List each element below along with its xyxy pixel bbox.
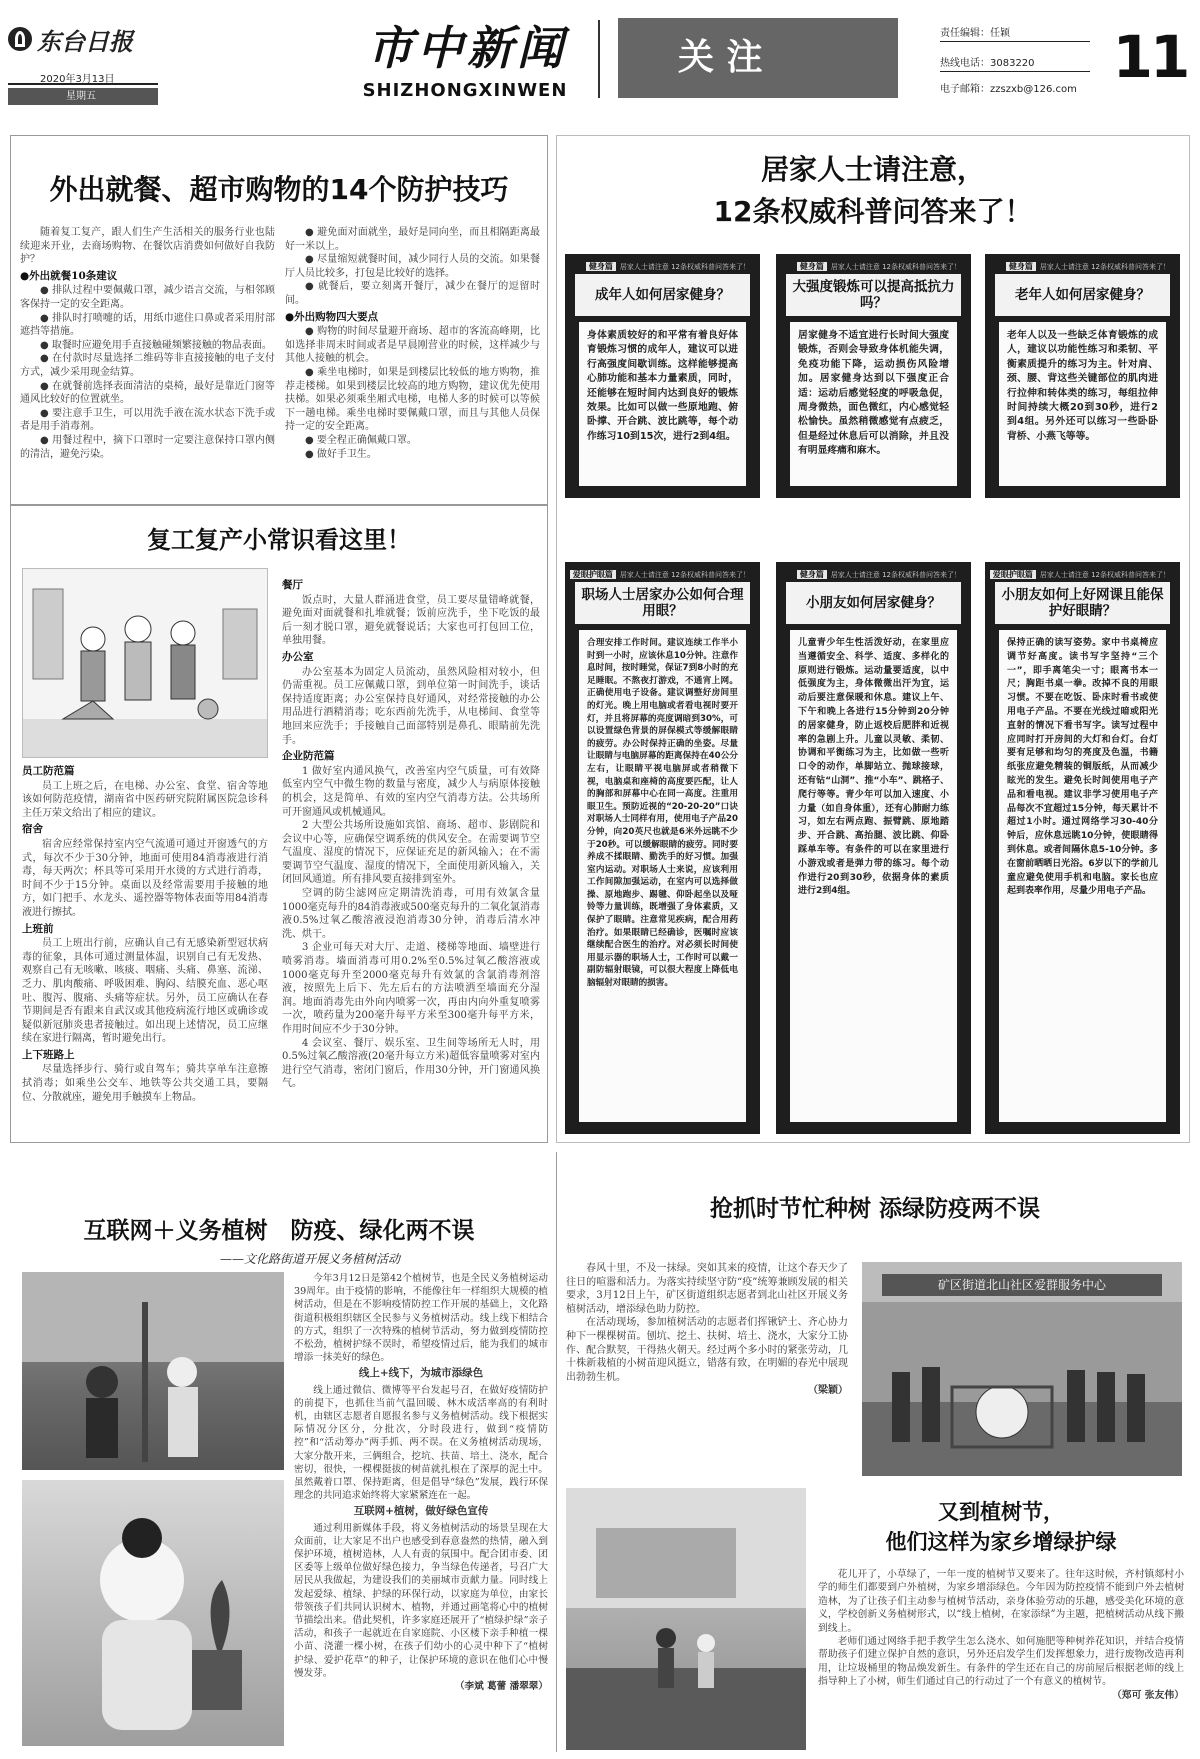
- article5-p2: 老师们通过网络手把手教学生怎么浇水、如何施肥等种树养花知识，并结合疫情帮助孩子们建立保护自然的意识，另外还启发学生们发挥想象力，进行废物改造再利用，让垃圾桶里的物品焕发新生。有条件的学生还在自己的房前屋后根据老师的线上指导种上了小树，师生们通过自己的行动过了一个有意义的植树节。: [818, 1636, 1184, 1688]
- commute-heading: 上班前: [22, 922, 54, 935]
- editor-line: 责任编辑：任颖: [940, 24, 1090, 42]
- article4-title: 抢抓时节忙种树 添绿防疫两不误: [709, 1196, 1040, 1222]
- qa-card-body: 老年人以及一些缺乏体育锻炼的成人，建议以功能性练习和柔韧、平衡素质提升的练习为主。针对肩、颈、腰、背这些关键部位的肌肉进行拉伸和转体类的练习，每组拉伸时间持续大概20到30秒，进行2到4组。另外还可以练习一些卧卧背桥、小燕飞等等。: [999, 322, 1166, 486]
- article2-col1: [22, 762, 268, 1138]
- article3-p3: 通过利用新媒体手段，将义务植树活动的场景呈现在大众面前，让大家足不出户也感受到春意盎然的热情，融入到保护环境，植树造林，人人有责的氛围中。配合团市委、团区委等上级单位做好绿色接力，争当绿色传递者，号召广大居民从我做起，为建设我们的美丽城市贡献力量。同时线上发起爱绿、植绿、护绿的环保行动，以家庭为单位，由家长带领孩子们共同认识树木、植物，并通过画笔将心中的植树节描绘出来。借此契机，许多家庭还展开了“植绿护绿”亲子活动，和孩子一起就近在自家庭院、小区楼下亲手种植一棵小苗、浇灌一棵小树，在孩子们幼小的心灵中种下了“植树护绿、爱护花草”的种子，让保护环境的意识在他们心中慢慢发芽。: [294, 1522, 548, 1679]
- article1-col1-p1: ● 排队时打喷嚏的话，用纸巾遮住口鼻或者采用肘部遮挡等措施。: [20, 312, 275, 338]
- article1-col2-p4: ● 乘坐电梯时，如果是到楼层比较低的地方购物，推荐走楼梯。如果到楼层比较高的地方购物，建议优先使用扶梯。如果必须乘坐厢式电梯，电梯人多的时候可以等候下一趟电梯。乘坐电梯时要佩戴口罩，而且与其他人员保持一定的安全距离。: [285, 366, 540, 433]
- company-text-5: 4 会议室、餐厅、娱乐室、卫生间等场所无人时，用0.5%过氧乙酸溶液(20毫升每立方米)超低容量喷雾对室内进行空气消毒，密闭门窗后，作用30分钟，开门窗通风换气。: [282, 1037, 540, 1090]
- article5-p1: 花儿开了，小草绿了，一年一度的植树节又要来了。往年这时候，齐村镇郯村小学的师生们都要到户外植树，为家乡增添绿色。今年因为防控疫情不能到户外去植树造林，为了让孩子们主动参与植树节活动，亲身体验劳动的乐趣，感受美化环境的意义，学校创新义务植树形式，以“线上植树，在家添绿”为主题，把植树活动从线下搬到线上。: [818, 1569, 1184, 1634]
- card-tag-label: 爱眼护眼篇: [990, 570, 1036, 579]
- section-title: 市中新闻: [367, 21, 567, 75]
- article1-col1-p6: ● 用餐过程中，摘下口罩时一定要注意保持口罩内侧的清洁，避免污染。: [20, 434, 275, 460]
- right-bottom-divider: [556, 1152, 557, 1752]
- article2-col2: [282, 576, 540, 1138]
- dorm-heading: 宿舍: [22, 823, 43, 836]
- qa-card-body: 身体素质较好的和平常有着良好体育锻炼习惯的成年人，建议可以进行高强度间歇训练。这样能够提高心肺功能和基本力量素质，同时，还能够在短时间内达到良好的锻炼效果。比如可以做一些原地跑、俯卧撑、开合跳、波比跳等，每个动作练习10到15次，进行2到4组。: [579, 322, 746, 486]
- section-pinyin: SHIZHONGXINWEN: [362, 80, 568, 101]
- company-heading: 企业防范篇: [282, 750, 335, 763]
- article2-title: 复工复产小常识看这里！: [147, 526, 411, 554]
- canteen-text: 饭点时，大量人群涌进食堂，员工要尽量错峰就餐，避免面对面就餐和扎堆就餐；饭前应洗手，坐下吃饭的最后一刻才脱口罩，避免就餐说话；大家也可打包回工位，单独用餐。: [282, 594, 540, 647]
- article1-col2-p5: ● 要全程正确佩戴口罩。: [305, 434, 417, 446]
- article1-col1-p2: ● 取餐时应避免用手直接触碰频繁接触的物品表面。: [40, 339, 272, 351]
- worker-cartoon-illustration: [23, 569, 268, 758]
- card-tag-text: 居家人士请注意 12条权威科普问答来了！: [619, 263, 750, 271]
- article4-p1: 春风十里，不及一抹绿。突如其来的疫情，让这个春天少了往日的喧嚣和活力。为落实持续坚守防“疫”统筹兼顾发展的相关要求，3月12日上午，矿区街道组织志愿者到北山社区开展义务植树活动，增添绿色助力防控。: [566, 1263, 848, 1315]
- photo-planting-volunteers: [22, 1272, 284, 1470]
- column-badge: 关 注: [618, 18, 898, 98]
- qa-card-title: 成年人如何居家健身？: [575, 274, 750, 316]
- article3-heading-2: 互联网+植树，做好绿色宣传: [353, 1505, 489, 1518]
- masthead: [0, 0, 1200, 112]
- company-text-3: 空调的防尘滤网应定期清洗消毒，可用有效氯含量1000毫克每升的84消毒液或500毫克每升的二氧化氯消毒液0.5%过氧乙酸溶液浸泡消毒30分钟，消毒后清水冲洗、烘干。: [282, 888, 540, 940]
- qa-card-office-eyes: [565, 562, 760, 1134]
- canteen-heading: 餐厅: [282, 579, 303, 591]
- card-tag-label: 爱眼护眼篇: [570, 570, 616, 579]
- article4-p2: 在活动现场，参加植树活动的志愿者们挥锹铲土、齐心协力种下一棵棵树苗。刨坑、挖土、扶树、培土、浇水，大家分工协作、配合默契，干得热火朝天。经过两个多小时的紧张劳动，几十株新栽植的小树苗迎风挺立，错落有致，在明媚的春光中展现出勃勃生机。: [566, 1317, 848, 1383]
- article1-col1-p0: ● 排队过程中要佩戴口罩，减少语言交流，与相邻顾客保持一定的安全距离。: [20, 285, 275, 310]
- qa-card-kids-fitness: [776, 562, 971, 1134]
- article1-col1-p4: ● 在就餐前选择表面清洁的桌椅，最好是靠近门窗等通风比较好的位置就坐。: [20, 380, 275, 406]
- commute-text: 员工上班出行前，应确认自己有无感染新型冠状病毒的征象，具体可通过测量体温，识别自己有无发热、观察自己有无咳嗽、咳痰、咽痛、头痛、鼻塞、流涕、乏力、肌肉酸痛、呼吸困难、胸闷、结膜充血、恶心呕吐、腹泻、腹痛、头痛等症状。另外，员工应确认在春节期间是否有跟来自武汉或其他疫病流行地区或确诊或疑似新冠肺炎患者接触过。如出现上述情况，员工应继续在家进行隔离，暂时避免出行。: [22, 938, 268, 1045]
- company-text-2: 2 大型公共场所设施如宾馆、商场、超市、影剧院和会议中心等，应确保空调系统的供风安全。在需要调节空气温度、湿度的情况下，应保证充足的新风输入；在不需要调节空气温度、湿度的情况下，全面使用新风输入，关闭回风通道。所有排风要直接排到室外。: [282, 820, 540, 886]
- qa-card-body: 儿童青少年生性活泼好动，在家里应当遵循安全、科学、适度、多样化的原则进行锻炼。运动量要适度，以中低强度为主，身体微微出汗为宜，运动后要注意保暖和休息。建议上午、下午和晚上各进行15分钟到20分钟的居家健身，防止返校后肥胖和近视率的急剧上升。儿童以灵敏、柔韧、协调和平衡练习为主，比如做一些听口令的动作，单脚站立、抛球接球，还有钻“山洞”、推“小车”、跳格子、爬行等等。青少年可以加入速度、小力量（如自身体重），还有心肺耐力练习，如左右两点跑、振臂跳、原地踏步、开合跳、高抬腿、波比跳、仰卧踩单车等。有条件的可以在家里进行小游戏或者是弹力带的练习。每个动作进行20到30秒，依据身体的素质进行2到4组。: [790, 630, 957, 1122]
- article1-dining-heading: ●外出就餐10条建议: [20, 269, 118, 282]
- article1-col2-p2: ● 就餐后，要立刻离开餐厅，减少在餐厅的逗留时间。: [285, 281, 540, 306]
- article1-col2-p3: ● 购物的时间尽量避开商场、超市的客流高峰期，比如选择非周末时间或者是早晨刚营业的时候，这样减少与其他人接触的机会。: [285, 326, 540, 365]
- card-tag-text: 居家人士请注意 12条权威科普问答来了！: [830, 571, 961, 579]
- qa-card-title: 小朋友如何居家健身？: [786, 582, 961, 624]
- qa-card-intensity: [776, 254, 971, 498]
- issue-date: 2020年3月13日: [8, 70, 158, 85]
- article3-title: 互联网＋义务植树 防疫、绿化两不误: [83, 1218, 475, 1244]
- article1-col1-p3: ● 在付款时尽量选择二维码等非直接接触的电子支付方式，减少采用现金结算。: [20, 353, 275, 378]
- staff-heading: 员工防范篇: [22, 765, 75, 777]
- photo-children-planting: [566, 1488, 806, 1750]
- staff-text: 员工上班之后，在电梯、办公室、食堂、宿舍等地该如何防范疫情，湖南省中医药研究院附属医院急诊科主任万荣文给出了相应的建议。: [22, 780, 268, 819]
- article1-intro: 随着复工复产，跟人们生产生活相关的服务行业也陆续迎来开业，去商场购物、在餐饮店消费如何做好自我防护？: [20, 227, 275, 266]
- community-banner: 矿区街道北山社区爱群服务中心: [882, 1274, 1162, 1296]
- page-number: 11: [1112, 23, 1188, 91]
- article1-col1: [20, 226, 275, 496]
- qa-card-body: 居家健身不适宜进行长时间大强度锻炼，否则会导致身体机能失调，免疫功能下降，运动损伤风险增加。居家健身达到以下强度正合适：运动后感觉轻度的呼吸急促，周身微热，面色微红，内心感觉轻松愉快。虽然稍微感觉有点疲乏，但是经过休息后可以消除，并且没有明显疼痛和麻木。: [790, 322, 957, 486]
- road-text: 尽量选择步行、骑行或自驾车；骑共享单车注意擦拭消毒；如乘坐公交车、地铁等公共交通工具，要隔位、分散就座，避免用手触摸车上物品。: [22, 1064, 268, 1103]
- article3-subtitle: ——文化路街道开展义务植树活动: [219, 1252, 400, 1266]
- qa-title-line1: 居家人士请注意，: [760, 153, 985, 186]
- dorm-text: 宿舍应经常保持室内空气流通可通过开窗透气的方式，每次不少于30分钟，地面可使用84消毒液进行消毒，每天两次；杯具等可采用开水烫的方式进行消毒，时间不少于15分钟。桌面以及经常需要用手接触的地方，如门把手、水龙头、遥控器等物体表面等用84消毒液进行擦拭。: [22, 838, 268, 918]
- article4-byline: （梁颖）: [808, 1385, 848, 1397]
- article4-body: [566, 1262, 848, 1492]
- issue-weekday: 星期五: [8, 88, 158, 105]
- article1-shopping-heading: ●外出购物四大要点: [285, 310, 379, 323]
- article1-col2-p1: ● 尽量缩短就餐时间，减少同行人员的交流。如果餐厅人员比较多，打包是比较好的选择。: [285, 254, 540, 279]
- article3-byline: （李斌 葛蕾 潘翠翠）: [454, 1681, 548, 1693]
- article3-p2: 线上通过微信、微博等平台发起号召，在做好疫情防护的前提下，也抓住当前气温回暖、林木成活率高的有利时机，由辖区志愿者自愿报名参与义务植树活动。线下根据实际情况分区分，分批次，分时段进行，做到“疫情防控”和“活动筹办”两手抓、两不误。在义务植树活动现场，大家分散开来，三俩组合，挖坑、扶苗、培土、浇水，配合密切，很快，一棵棵挺拔的树苗就扎根在了深厚的泥土中。虽然戴着口罩、保持距离，但是倡导“绿色”发展，践行环保理念的共同追求始终将大家紧紧连在一起。: [294, 1384, 548, 1502]
- qa-card-title: 职场人士居家办公如何合理用眼？: [575, 582, 750, 624]
- card-tag-label: 健身篇: [797, 570, 827, 579]
- qa-card-elderly: [985, 254, 1180, 498]
- qa-card-kids-eyes: [985, 562, 1180, 1134]
- article5-body: [818, 1568, 1184, 1750]
- article5-byline: （郑可 张友伟）: [1112, 1689, 1184, 1701]
- worker-cartoon: [22, 568, 268, 758]
- card-tag-text: 居家人士请注意 12条权威科普问答来了！: [1039, 263, 1170, 271]
- company-text-4: 3 企业可每天对大厅、走道、楼梯等地面、墙壁进行喷雾消毒。墙面消毒可用0.2%至0.5%过氧乙酸溶液或1000毫克每升至2000毫克每升有效氯的含氯消毒剂溶液，按照先上后下、先左后右的方法喷洒至墙面充分湿润。地面消毒先由外向内喷雾一次，再由内向外重复喷雾一次，喷药量为200毫升每平方米至300毫升每平方米，作用时间应不少于30分钟。: [282, 942, 540, 1035]
- qa-card-title: 小朋友如何上好网课且能保护好眼睛？: [995, 582, 1170, 624]
- road-heading: 上下班路上: [22, 1048, 75, 1061]
- card-tag-text: 居家人士请注意 12条权威科普问答来了！: [830, 263, 961, 271]
- children-planting-art: [566, 1488, 806, 1750]
- office-heading: 办公室: [282, 650, 314, 663]
- planting-photo-art: [22, 1272, 284, 1470]
- qa-title-line2: 12条权威科普问答来了！: [713, 195, 1033, 228]
- office-text: 办公室基本为固定人员流动，虽然风险相对较小，但仍需重视。员工应佩戴口罩，到单位第一时间洗手，谈话保持适度距离；办公室保持良好通风，对经常接触的办公用品进行酒精消毒；吃东西前先洗手，从电梯间、食堂等地回来应洗手；手接触自己面部特别是鼻孔、眼睛前先洗手。: [282, 666, 540, 746]
- card-tag-text: 居家人士请注意 12条权威科普问答来了！: [619, 571, 750, 579]
- photo-community-volunteers: [862, 1262, 1182, 1476]
- article1-title: 外出就餐、超市购物的14个防护技巧: [49, 173, 509, 206]
- article1-col1-p5: ● 要注意手卫生，可以用洗手液在流水状态下洗手或者是用手消毒剂。: [20, 407, 275, 433]
- masthead-divider: [598, 20, 600, 98]
- paper-name: 东台日报: [37, 27, 133, 56]
- logo-icon: [8, 27, 32, 51]
- qa-card-body: 保持正确的读写姿势。家中书桌椅应调节好高度。读书写字坚持“三个一”，即手离笔尖一寸；眼离书本一尺；胸距书桌一拳。改掉不良的用眼习惯。不要在吃饭、卧床时看书或使用电子产品。不要在光线过暗或阳光直射的情况下看书写字。读写过程中应同时打开房间的大灯和台灯。台灯要有足够和均匀的亮度及色温，书籍纸张应避免精装的铜版纸，从而减少眩光的发生。避免长时间使用电子产品和看电视。建议非学习使用电子产品每次不宜超过15分钟，每天累计不超过1小时。通过网络学习30-40分钟后，应休息远眺10分钟，使眼睛得到休息。或者间隔休息5-10分钟。多在窗前晒晒日光浴。6岁以下的学前儿童应避免使用手机和电脑。家长也应起到表率作用，尽量少用电子产品。: [999, 630, 1166, 1122]
- card-tag-label: 健身篇: [797, 262, 827, 271]
- company-text-1: 1 做好室内通风换气，改善室内空气质量，可有效降低室内空气中微生物的数量与密度，减少人与病原体接触的机会，这是简单、有效的室内空气消毒方法。公共场所可开窗通风或机械通风。: [282, 765, 540, 818]
- article1-col2-p0: ● 避免面对面就坐，最好是同向坐，而且相隔距离最好一米以上。: [285, 227, 540, 252]
- child-photo-art: [22, 1480, 284, 1746]
- article5-title-line2: 他们这样为家乡增绿护绿: [885, 1530, 1117, 1554]
- qa-card-title: 大强度锻炼可以提高抵抗力吗？: [786, 274, 961, 316]
- article1-col2: [285, 226, 540, 496]
- photo-child-with-plant: [22, 1480, 284, 1746]
- hotline-line: 热线电话：3083220: [940, 54, 1090, 72]
- article3-p1: 今年3月12日是第42个植树节，也是全民义务植树运动39周年。由于疫情的影响，不能像往年一样组织大规模的植树活动，但是在不影响疫情防控工作开展的基础上，文化路街道积极组织辖区全民参与义务植树活动。线上线下相结合的方式，组织了一次特殊的植树节活动，努力做到疫情防控不松劲，植树护绿不误时，希望疫情过后，能为我们的城市增添一抹美好的绿色。: [294, 1273, 548, 1364]
- article5-title-line1: 又到植树节，: [938, 1500, 1064, 1524]
- qa-card-body: 合理安排工作时间。建议连续工作半小时到一小时，应该休息10分钟。注意作息时间，按时睡觉，保证7到8小时的充足睡眠。不熬夜打游戏，不通宵上网。正确使用电子设备。建议调整好房间里的灯光。晚上用电脑或者看电视时要开灯，并且将屏幕的亮度调暗到30%，可以设置绿色背景的屏保模式等缓解眼睛的疲劳。办公时保持正确的坐姿。尽量让眼睛与电脑屏幕的距离保持在40公分左右，让眼睛平视电脑屏或者稍微下视，电脑桌和座椅的高度要匹配，让人的胸部和屏幕中心在同一高度。注重用眼卫生。预防近视的“20-20-20”口诀对职场人士同样有用，使用电子产品20分钟，向20英尺也就是6米外远眺不少于20秒。可以缓解眼睛的疲劳。同时要养成不揉眼睛、勤洗手的好习惯。加强室内运动。对职场人士来说，应该利用工作间隙加强运动，在室内可以选择做操、原地跑步、踢毽、仰卧起坐以及哑铃等力量训练，既增强了身体素质，又保护了眼睛。注意常见疾病，配合用药治疗。如果眼睛已经确诊，医嘱时应该继续配合医生的治疗。对必须长时间使用显示器的职场人士，工作时可以戴一副防辐射眼镜，可以很大程度上降低电脑辐射对眼睛的损害。: [579, 630, 746, 1122]
- card-tag-label: 健身篇: [586, 262, 616, 271]
- article3-body: [294, 1272, 548, 1744]
- article3-heading-1: 线上+线下，为城市添绿色: [358, 1367, 484, 1380]
- qa-card-adult: [565, 254, 760, 498]
- card-tag-text: 居家人士请注意 12条权威科普问答来了！: [1039, 571, 1170, 579]
- article1-col2-p6: ● 做好手卫生。: [305, 448, 377, 460]
- email-line: 电子邮箱：zzszxb@126.com: [940, 84, 1077, 95]
- paper-logo: [8, 24, 158, 54]
- qa-card-title: 老年人如何居家健身？: [995, 274, 1170, 316]
- card-tag-label: 健身篇: [1006, 262, 1036, 271]
